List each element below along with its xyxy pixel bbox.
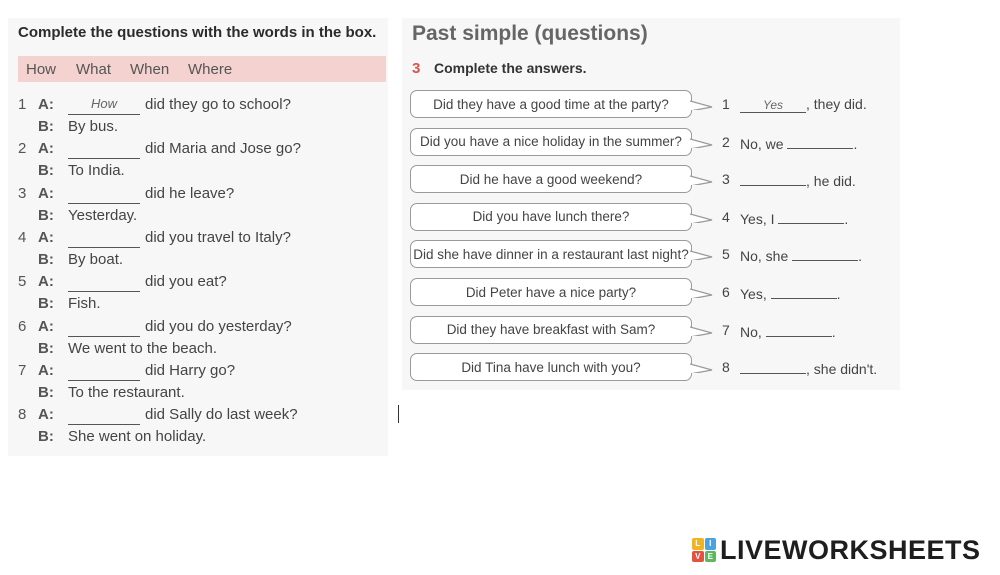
answer-number: 5	[722, 246, 730, 263]
answer-suffix: .	[831, 323, 836, 340]
box-word: What	[76, 61, 112, 78]
word-box	[18, 56, 386, 82]
response-text: She went on holiday.	[68, 428, 207, 446]
speaker-label: B:	[38, 383, 54, 401]
answer-line	[740, 246, 862, 264]
response-line	[18, 162, 378, 184]
bubble-tail-icon	[690, 100, 714, 110]
speaker-label: B:	[38, 250, 54, 268]
answer-blank[interactable]	[68, 185, 140, 204]
answer-number: 8	[722, 359, 730, 376]
question-number: 5	[18, 273, 27, 291]
response-line	[18, 251, 378, 273]
response-line	[18, 428, 378, 450]
bubble-tail-icon	[690, 213, 714, 223]
question-text: did they go to school?	[145, 96, 291, 113]
box-word: How	[26, 61, 57, 78]
answer-number: 4	[722, 208, 730, 225]
answer-prefix: Yes,	[740, 286, 767, 302]
answer-prefix: No, she	[740, 248, 789, 265]
question-bubble: Did you have a nice holiday in the summer?	[410, 128, 692, 156]
speaker-label: A:	[38, 140, 54, 158]
question-number: 4	[18, 228, 27, 246]
response-text: To India.	[68, 162, 125, 180]
answer-blank[interactable]	[68, 273, 140, 292]
bubble-tail-icon	[690, 326, 714, 336]
bubble-tail-icon	[690, 250, 714, 260]
answer-blank[interactable]	[68, 318, 140, 337]
answer-number: 7	[722, 321, 730, 338]
question-line	[18, 318, 378, 340]
speaker-label: B:	[38, 295, 54, 313]
answers-worksheet	[402, 18, 900, 390]
answer-number: 2	[722, 133, 730, 150]
bubble-tail-icon	[690, 288, 714, 298]
box-word: When	[130, 61, 170, 78]
answer-line	[740, 209, 848, 227]
question-text: did he leave?	[145, 184, 235, 202]
speaker-label: B:	[38, 118, 54, 135]
question-bubble: Did Peter have a nice party?	[410, 278, 692, 306]
question-text: did you do yesterday?	[145, 317, 292, 335]
question-line	[18, 185, 378, 207]
response-line	[18, 207, 378, 229]
speaker-label: A:	[38, 406, 54, 424]
worksheet-instruction: Complete the questions with the words in the box.	[18, 24, 377, 41]
exercise-number: 3	[412, 60, 421, 77]
response-text: Yesterday.	[68, 206, 138, 224]
response-text: We went to the beach.	[68, 339, 217, 357]
question-line	[18, 229, 378, 251]
response-text: To the restaurant.	[68, 383, 185, 401]
question-bubble: Did you have lunch there?	[410, 203, 692, 231]
answer-suffix: , she didn't.	[806, 361, 878, 378]
speaker-label: A:	[38, 361, 54, 379]
response-text: By bus.	[68, 118, 119, 135]
question-number: 2	[18, 140, 27, 158]
answer-suffix: .	[844, 210, 849, 227]
question-text: did you travel to Italy?	[145, 228, 291, 246]
answer-suffix: .	[836, 286, 841, 302]
question-number: 3	[18, 184, 27, 202]
liveworksheets-logo	[692, 534, 981, 566]
answer-blank[interactable]: Yes	[740, 98, 806, 113]
question-number: 6	[18, 317, 27, 335]
question-number: 8	[18, 406, 27, 424]
answer-prefix: Yes, I	[740, 210, 775, 227]
question-line	[18, 362, 378, 384]
answer-prefix: No,	[740, 323, 762, 340]
question-line	[18, 140, 378, 162]
question-text: did you eat?	[145, 273, 227, 291]
answer-line	[740, 284, 841, 302]
bubble-tail-icon	[690, 363, 714, 373]
question-bubble: Did Tina have lunch with you?	[410, 353, 692, 381]
logo-tile: V	[692, 551, 704, 563]
answer-blank[interactable]	[771, 284, 837, 299]
answer-blank[interactable]	[787, 134, 853, 149]
question-number: 7	[18, 361, 27, 379]
answer-blank[interactable]	[68, 406, 140, 425]
answer-suffix: .	[858, 248, 863, 265]
question-bubble: Did they have a good time at the party?	[410, 90, 692, 118]
logo-tile: E	[705, 551, 717, 563]
exercise-instruction: Complete the answers.	[434, 60, 587, 76]
answer-blank[interactable]	[740, 359, 806, 374]
bubble-tail-icon	[690, 138, 714, 148]
answer-line	[740, 134, 857, 152]
speaker-label: A:	[38, 96, 54, 113]
question-line	[18, 273, 378, 295]
response-line	[18, 340, 378, 362]
speaker-label: A:	[38, 273, 54, 291]
answer-line	[740, 171, 856, 189]
answer-blank[interactable]: How	[68, 96, 140, 115]
question-number: 1	[18, 96, 27, 113]
response-line	[18, 384, 378, 406]
answer-blank[interactable]	[740, 171, 806, 186]
answer-line	[740, 359, 877, 377]
answer-number: 3	[722, 171, 730, 188]
brand-name: LIVEWORKSHEETS	[720, 534, 981, 565]
answer-line	[740, 96, 867, 113]
answer-prefix: No, we	[740, 135, 784, 152]
box-word: Where	[188, 61, 233, 78]
question-text: did Sally do last week?	[145, 406, 298, 424]
liveworksheets-logo-icon	[692, 538, 716, 562]
question-text: did Harry go?	[145, 361, 236, 379]
question-bubble: Did they have breakfast with Sam?	[410, 316, 692, 344]
answer-blank[interactable]	[68, 362, 140, 381]
answer-line	[740, 322, 836, 340]
speaker-label: A:	[38, 317, 54, 335]
logo-tile: L	[692, 538, 704, 550]
question-bubble: Did she have dinner in a restaurant last night?	[410, 240, 692, 268]
speaker-label: B:	[38, 162, 54, 180]
worksheet-title: Past simple (questions)	[412, 22, 648, 45]
question-text: did Maria and Jose go?	[145, 140, 301, 158]
answer-number: 1	[722, 96, 730, 112]
text-cursor	[398, 405, 399, 423]
answer-suffix: , he did.	[806, 173, 856, 190]
speaker-label: B:	[38, 428, 54, 446]
answer-blank[interactable]	[68, 229, 140, 248]
question-line	[18, 96, 378, 118]
answer-blank[interactable]	[792, 246, 858, 261]
answer-suffix: , they did.	[806, 96, 867, 112]
response-text: By boat.	[68, 250, 124, 268]
answer-blank[interactable]	[778, 209, 844, 224]
response-line	[18, 118, 378, 140]
logo-tile: I	[705, 538, 717, 550]
speaker-label: B:	[38, 206, 54, 224]
response-line	[18, 295, 378, 317]
bubble-tail-icon	[690, 175, 714, 185]
answer-blank[interactable]	[68, 140, 140, 159]
answer-suffix: .	[853, 135, 858, 152]
speaker-label: A:	[38, 184, 54, 202]
questions-worksheet	[8, 18, 388, 456]
response-text: Fish.	[68, 295, 101, 313]
speaker-label: B:	[38, 339, 54, 357]
answer-number: 6	[722, 284, 730, 300]
speaker-label: A:	[38, 228, 54, 246]
question-bubble: Did he have a good weekend?	[410, 165, 692, 193]
question-line	[18, 406, 378, 428]
answer-blank[interactable]	[766, 322, 832, 337]
